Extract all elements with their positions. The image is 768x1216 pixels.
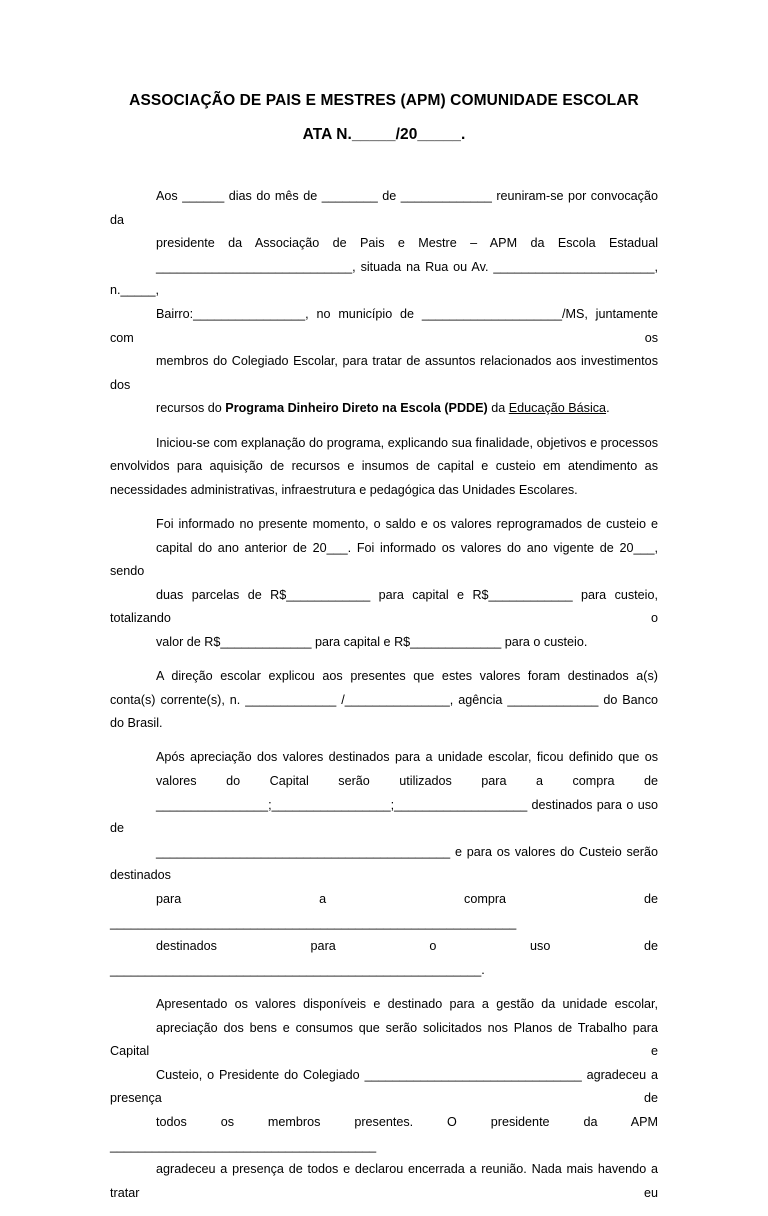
paragraph-3-line-4: valor de R$_____________ para capital e R$_____________ para o custeio. — [156, 634, 588, 649]
paragraph-1-line-1: Aos ______ dias do mês de ________ de _____________ reuniram-se por convocação da — [110, 189, 658, 227]
document-title: ASSOCIAÇÃO DE PAIS E MESTRES (APM) COMUNIDADE ESCOLAR — [129, 92, 639, 109]
paragraph-2: Iniciou-se com explanação do programa, explicando sua finalidade, objetivos e processos envolvidos para aquisição de recursos e insumos de capital e custeio em atendimento as necessidades administrativas, infraestrutura e pedagógica das Unidades Escolares. — [110, 435, 658, 497]
paragraph-4: A direção escolar explicou aos presentes que estes valores foram destinados a(s) conta(s) corrente(s), n. _____________ /_______________, agência _____________ do Banco do Brasil. — [110, 669, 658, 731]
paragraph-6-line-2: apreciação dos bens e consumos que serão solicitados nos Planos de Trabalho para Capital e — [110, 1020, 658, 1059]
paragraph-5-line-5: para a compra de __________________________________________________________ — [110, 892, 658, 930]
paragraph-5-line-6: destinados para o uso de _____________________________________________________. — [110, 939, 658, 977]
paragraph-5-line-3: ________________;_________________;___________________ destinados para o uso de — [110, 797, 658, 836]
paragraph-1-line-4: Bairro:________________, no município de ____________________/MS, juntamente com os — [110, 306, 658, 345]
document-body — [110, 185, 658, 1216]
paragraph-3-line-3: duas parcelas de R$____________ para capital e R$____________ para custeio, totalizando o — [110, 587, 658, 626]
paragraph-3 — [110, 513, 658, 655]
paragraph-6-line-3: Custeio, o Presidente do Colegiado _______________________________ agradeceu a presença de — [110, 1067, 658, 1106]
paragraph-5-line-1: Após apreciação dos valores destinados para a unidade escolar, ficou definido que os — [156, 750, 658, 765]
paragraph-5-line-2: valores do Capital serão utilizados para a compra de — [156, 774, 658, 789]
paragraph-6-line-1: Apresentado os valores disponíveis e destinado para a gestão da unidade escolar, — [156, 996, 658, 1011]
paragraph-1-line-3: ____________________________, situada na Rua ou Av. _______________________, n._____, — [110, 259, 658, 298]
education-level: Educação Básica — [508, 401, 607, 416]
paragraph-6-line-4: todos os membros presentes. O presidente da APM ______________________________________ — [110, 1114, 658, 1153]
paragraph-5-line-4: __________________________________________ e para os valores do Custeio serão destinados — [110, 844, 658, 883]
paragraph-3-line-2: capital do ano anterior de 20___. Foi informado os valores do ano vigente de 20___, sendo — [110, 540, 658, 579]
paragraph-1-line-6: recursos do Programa Dinheiro Direto na Escola (PDDE) da Educação Básica. — [156, 401, 610, 416]
paragraph-6 — [110, 993, 658, 1205]
paragraph-1 — [110, 185, 658, 421]
program-name: Programa Dinheiro Direto na Escola (PDDE) — [225, 401, 488, 416]
document-subtitle: ATA N._____/20_____. — [302, 126, 466, 143]
paragraph-3-line-1: Foi informado no presente momento, o saldo e os valores reprogramados de custeio e — [156, 516, 658, 531]
paragraph-5 — [110, 746, 658, 982]
paragraph-6-line-5: agradeceu a presença de todos e declarou encerrada a reunião. Nada mais havendo a tratar eu — [110, 1162, 658, 1200]
paragraph-1-line-2: presidente da Associação de Pais e Mestre – APM da Escola Estadual — [156, 236, 658, 251]
paragraph-1-line-5: membros do Colegiado Escolar, para tratar de assuntos relacionados aos investimentos dos — [110, 354, 658, 392]
